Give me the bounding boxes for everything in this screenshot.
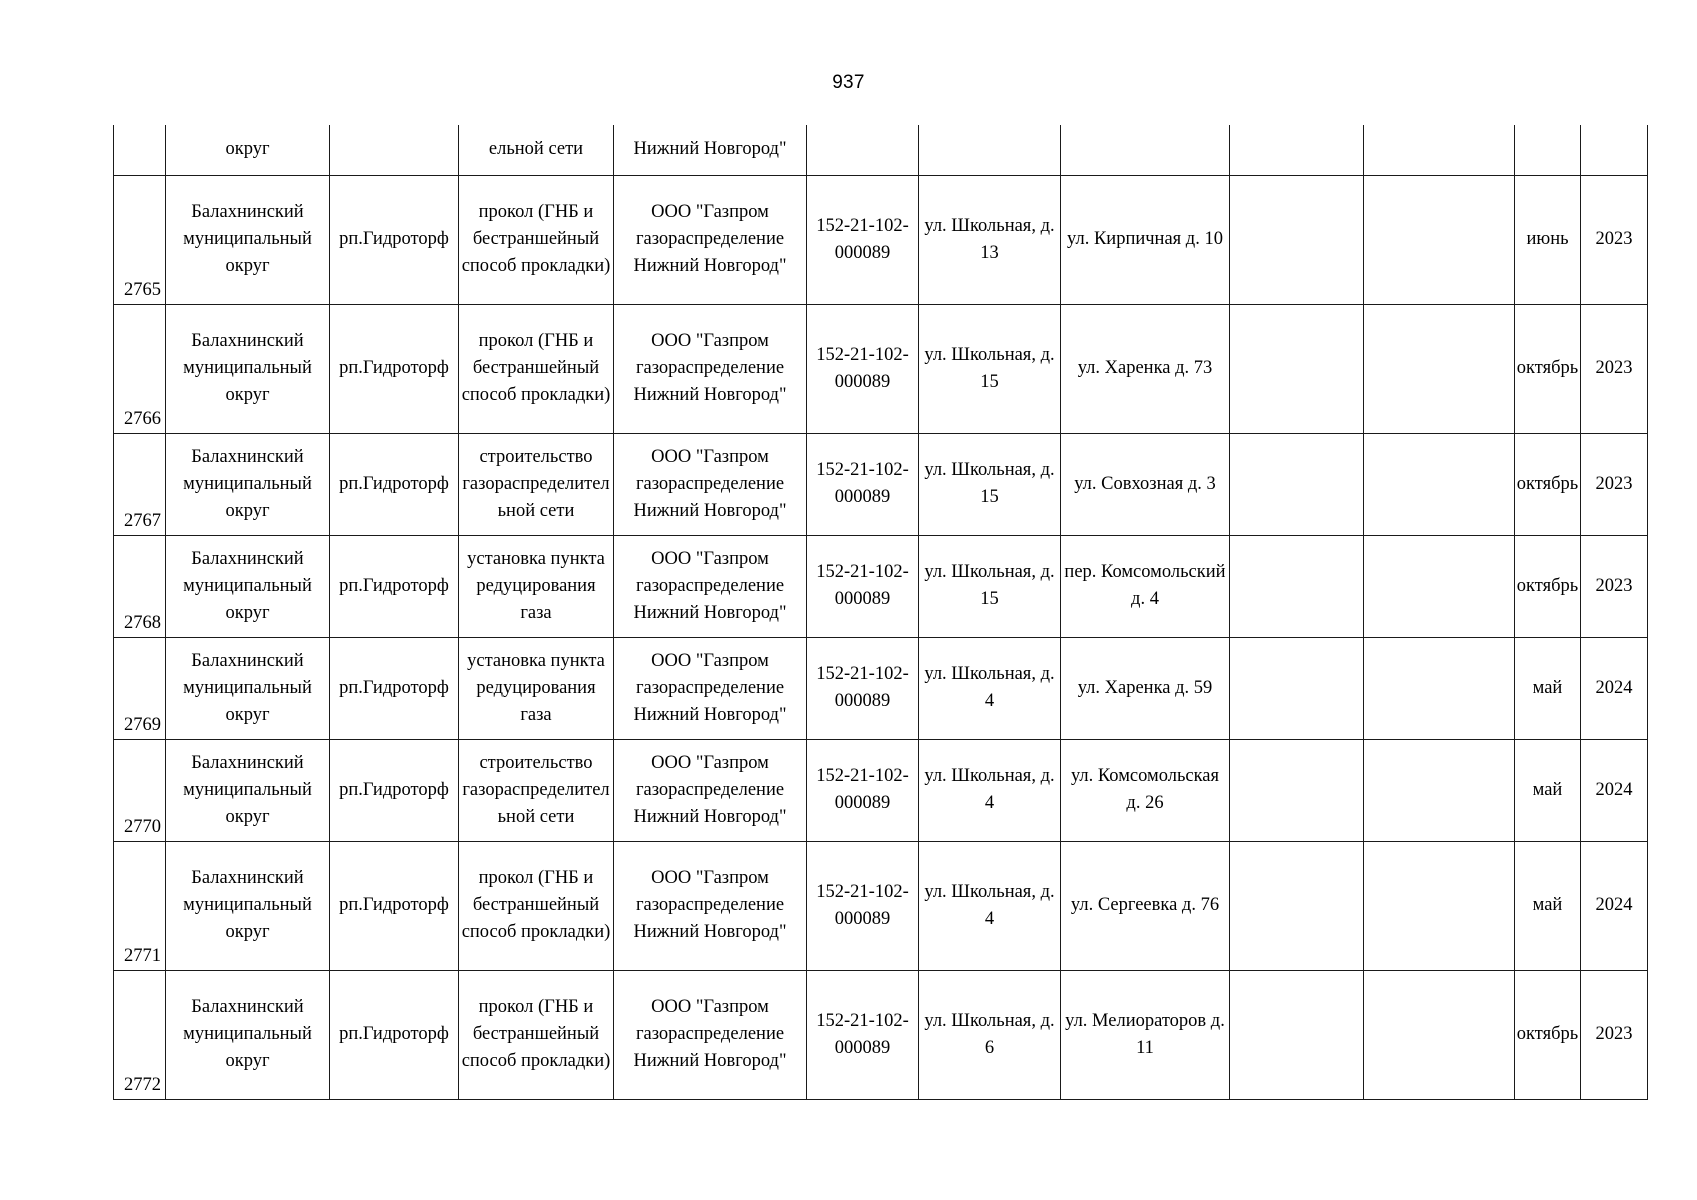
cell-address-to: ул. Харенка д. 73 [1061,304,1230,433]
cell-organization: ООО "Газпром газораспределение Нижний Новгород" [614,970,807,1099]
cell-organization: ООО "Газпром газораспределение Нижний Новгород" [614,535,807,637]
cell-code [807,125,919,175]
cell-organization: ООО "Газпром газораспределение Нижний Новгород" [614,433,807,535]
cell-district: Балахнинский муниципальный округ [166,304,330,433]
cell-number: 2772 [114,970,166,1099]
cell-address-from [919,125,1061,175]
cell-work-type: прокол (ГНБ и бестраншейный способ прокладки) [459,175,614,304]
cell-month: октябрь [1515,433,1581,535]
cell-organization: ООО "Газпром газораспределение Нижний Новгород" [614,841,807,970]
cell-address-from: ул. Школьная, д. 4 [919,637,1061,739]
cell-col10 [1364,125,1515,175]
cell-settlement: рп.Гидроторф [330,970,459,1099]
cell-settlement [330,125,459,175]
cell-col9 [1230,841,1364,970]
cell-address-to: ул. Мелиораторов д. 11 [1061,970,1230,1099]
cell-col9 [1230,637,1364,739]
cell-address-to: ул. Сергеевка д. 76 [1061,841,1230,970]
cell-organization: ООО "Газпром газораспределение Нижний Новгород" [614,637,807,739]
cell-district: Балахнинский муниципальный округ [166,841,330,970]
cell-year: 2024 [1581,841,1648,970]
cell-year [1581,125,1648,175]
cell-code: 152-21-102-000089 [807,637,919,739]
table-row [114,535,1648,637]
cell-code: 152-21-102-000089 [807,841,919,970]
cell-work-type: прокол (ГНБ и бестраншейный способ прокладки) [459,304,614,433]
cell-code: 152-21-102-000089 [807,535,919,637]
cell-work-type: строительство газораспределительной сети [459,739,614,841]
cell-settlement: рп.Гидроторф [330,433,459,535]
cell-col10 [1364,175,1515,304]
cell-number [114,125,166,175]
cell-year: 2024 [1581,637,1648,739]
cell-work-type: установка пункта редуцирования газа [459,535,614,637]
cell-address-from: ул. Школьная, д. 4 [919,739,1061,841]
cell-organization: ООО "Газпром газораспределение Нижний Новгород" [614,304,807,433]
cell-month: май [1515,841,1581,970]
page-number: 937 [832,72,865,93]
cell-organization: ООО "Газпром газораспределение Нижний Новгород" [614,739,807,841]
cell-code: 152-21-102-000089 [807,970,919,1099]
cell-month [1515,125,1581,175]
cell-number: 2768 [114,535,166,637]
cell-work-type: строительство газораспределительной сети [459,433,614,535]
cell-address-to: пер. Комсомольский д. 4 [1061,535,1230,637]
cell-col10 [1364,841,1515,970]
cell-district: Балахнинский муниципальный округ [166,637,330,739]
cell-col10 [1364,433,1515,535]
cell-work-type: прокол (ГНБ и бестраншейный способ прокладки) [459,841,614,970]
cell-month: октябрь [1515,535,1581,637]
cell-col10 [1364,304,1515,433]
cell-number: 2769 [114,637,166,739]
cell-number: 2770 [114,739,166,841]
cell-work-type: ельной сети [459,125,614,175]
cell-work-type: прокол (ГНБ и бестраншейный способ прокладки) [459,970,614,1099]
cell-number: 2766 [114,304,166,433]
cell-district: Балахнинский муниципальный округ [166,535,330,637]
table-row [114,841,1648,970]
cell-address-to: ул. Кирпичная д. 10 [1061,175,1230,304]
cell-col10 [1364,637,1515,739]
cell-settlement: рп.Гидроторф [330,637,459,739]
cell-district: Балахнинский муниципальный округ [166,970,330,1099]
cell-col10 [1364,970,1515,1099]
cell-col9 [1230,433,1364,535]
cell-col10 [1364,739,1515,841]
cell-district: Балахнинский муниципальный округ [166,175,330,304]
table-row [114,433,1648,535]
cell-address-from: ул. Школьная, д. 15 [919,535,1061,637]
works-table [113,125,1648,1100]
cell-settlement: рп.Гидроторф [330,739,459,841]
cell-code: 152-21-102-000089 [807,304,919,433]
cell-address-to [1061,125,1230,175]
cell-year: 2024 [1581,739,1648,841]
table-row [114,739,1648,841]
cell-code: 152-21-102-000089 [807,739,919,841]
cell-number: 2771 [114,841,166,970]
cell-col9 [1230,970,1364,1099]
cell-address-to: ул. Харенка д. 59 [1061,637,1230,739]
cell-year: 2023 [1581,970,1648,1099]
cell-col9 [1230,175,1364,304]
cell-district: Балахнинский муниципальный округ [166,433,330,535]
cell-settlement: рп.Гидроторф [330,535,459,637]
cell-year: 2023 [1581,535,1648,637]
cell-number: 2765 [114,175,166,304]
cell-address-to: ул. Совхозная д. 3 [1061,433,1230,535]
cell-address-from: ул. Школьная, д. 13 [919,175,1061,304]
cell-district: округ [166,125,330,175]
cell-col9 [1230,739,1364,841]
cell-address-to: ул. Комсомольская д. 26 [1061,739,1230,841]
cell-col9 [1230,125,1364,175]
cell-year: 2023 [1581,175,1648,304]
cell-month: июнь [1515,175,1581,304]
cell-code: 152-21-102-000089 [807,175,919,304]
cell-col10 [1364,535,1515,637]
cell-work-type: установка пункта редуцирования газа [459,637,614,739]
cell-col9 [1230,304,1364,433]
table-row [114,175,1648,304]
table-row [114,970,1648,1099]
cell-settlement: рп.Гидроторф [330,304,459,433]
cell-month: октябрь [1515,970,1581,1099]
table-row [114,637,1648,739]
cell-address-from: ул. Школьная, д. 15 [919,304,1061,433]
cell-year: 2023 [1581,304,1648,433]
cell-code: 152-21-102-000089 [807,433,919,535]
cell-month: май [1515,637,1581,739]
cell-address-from: ул. Школьная, д. 4 [919,841,1061,970]
cell-district: Балахнинский муниципальный округ [166,739,330,841]
table-body [114,125,1648,1099]
cell-settlement: рп.Гидроторф [330,841,459,970]
cell-organization: Нижний Новгород" [614,125,807,175]
cell-year: 2023 [1581,433,1648,535]
cell-settlement: рп.Гидроторф [330,175,459,304]
cell-month: октябрь [1515,304,1581,433]
cell-address-from: ул. Школьная, д. 15 [919,433,1061,535]
cell-organization: ООО "Газпром газораспределение Нижний Новгород" [614,175,807,304]
table-row [114,304,1648,433]
cell-month: май [1515,739,1581,841]
table-row-continuation [114,125,1648,175]
cell-col9 [1230,535,1364,637]
cell-number: 2767 [114,433,166,535]
cell-address-from: ул. Школьная, д. 6 [919,970,1061,1099]
